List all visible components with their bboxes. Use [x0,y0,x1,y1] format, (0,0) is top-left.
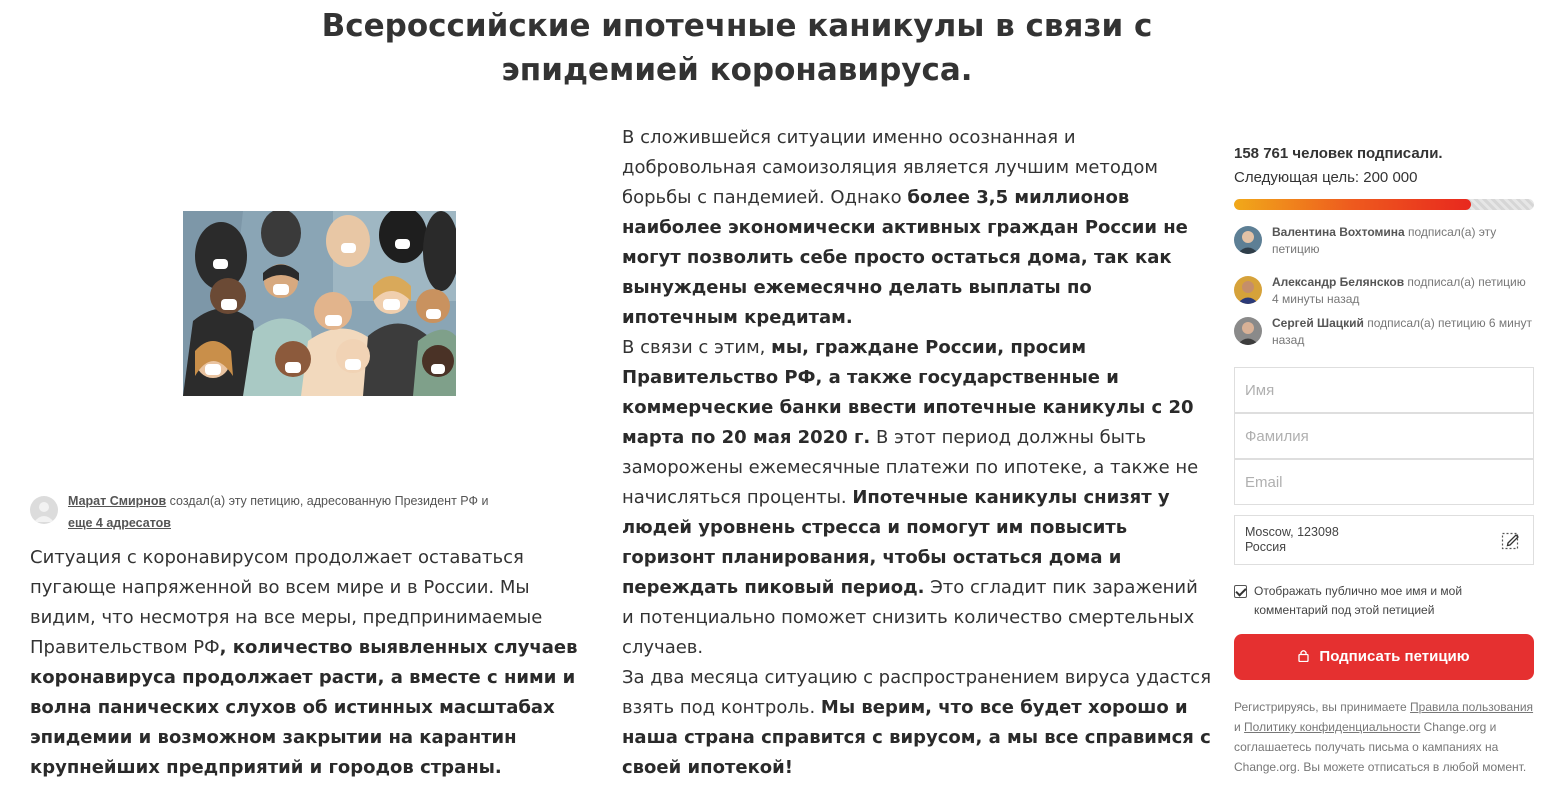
recent-signer: Александр Белянсков подписал(а) петицию 4 минуты назад [1234,274,1534,314]
lock-icon [1298,649,1309,662]
terms-link[interactable]: Правила пользования [1410,700,1534,714]
petition-author [30,490,590,530]
recent-signer: Валентина Вохтомина подписал(а) эту петицию [1234,224,1534,264]
petition-title: Всероссийские ипотечные каникулы в связи с эпидемией коронавируса. [321,8,1153,88]
more-recipients-link[interactable]: еще 4 адресатов [68,516,171,530]
privacy-link[interactable]: Политику конфиденциальности [1244,720,1421,734]
edit-icon[interactable] [1501,530,1521,550]
signer-avatar [1234,276,1262,304]
author-name-link[interactable]: Марат Смирнов [68,494,167,508]
signer-avatar [1234,226,1262,254]
consent-checkbox[interactable] [1234,585,1247,598]
petition-paragraph-3: За два месяца ситуацию с распространением вируса удастся взять под контроль. Мы верим, что все будет хорошо и наша страна справится с вирусом, а мы все справимся с своей ипотекой! [622,667,1212,778]
signature-goal: Следующая цель: 200 000 [1234,169,1418,186]
petition-paragraph-1: В сложившейся ситуации именно осознанная и добровольная самоизоляция является лучшим методом борьбы с пандемией. Однако более 3,5 миллионов наиболее экономически активных граждан России не могут позволить себе просто остаться дома, так как вынуждены ежемесячно делать выплаты по ипотечным кредитам. [622,127,1188,328]
recent-signer: Сергей Шацкий подписал(а) петицию 6 минут назад [1234,315,1534,355]
author-text: Марат Смирнов создал(а) эту петицию, адресованную Президент РФ и еще 4 адресатов [68,494,489,530]
last-name-field[interactable]: Фамилия [1234,413,1534,459]
public-display-consent[interactable]: Отображать публично мое имя и мой комментарий под этой петицией [1234,582,1534,622]
sign-petition-button[interactable]: Подписать петицию [1234,634,1534,680]
email-field[interactable]: Email [1234,459,1534,505]
petition-paragraph-2: В связи с этим, мы, граждане России, просим Правительство РФ, а также государственные и коммерческие банки ввести ипотечные каникулы с 20 марта по 20 мая 2020 г. В этот период должны быть заморожены ежемесячные платежи по ипотеке, а также не начисляться проценты. Ипотечные каникулы снизят у людей уровнень стресса и помогут им повысить горизонт планирования, чтобы остаться дома и переждать пиковый период. Это сгладит пик заражений и потенциально поможет снизить количество смертельных случаев. [622,337,1199,658]
user-icon [30,496,58,524]
signature-progress-bar [1234,199,1534,210]
signer-avatar [1234,317,1262,345]
signature-count: 158 761 человек подписали. [1234,145,1443,162]
legal-notice: Регистрируясь, вы принимаете Правила пользования и Политику конфиденциальности Change.org и соглашаетесь получать письма о кампаниях на Change.org. Вы можете отписаться в любой момент. [1234,700,1534,774]
masked-crowd-illustration [183,211,456,396]
address-field[interactable]: Moscow, 123098 Россия [1234,515,1534,565]
petition-body-left: Ситуация с коронавирусом продолжает оставаться пугающе напряженной во всем мире и в России. Мы видим, что несмотря на все меры, предпринимаемые Правительством РФ, количество выявленных случаев коронавируса продолжает расти, а вместе с ними и волна панических слухов об истинных масштабах эпидемии и возможном закрытии на карантин крупнейших предприятий и городов страны. [30,547,578,778]
progress-fill [1234,199,1471,210]
author-avatar[interactable] [30,496,58,524]
first-name-field[interactable]: Имя [1234,367,1534,413]
